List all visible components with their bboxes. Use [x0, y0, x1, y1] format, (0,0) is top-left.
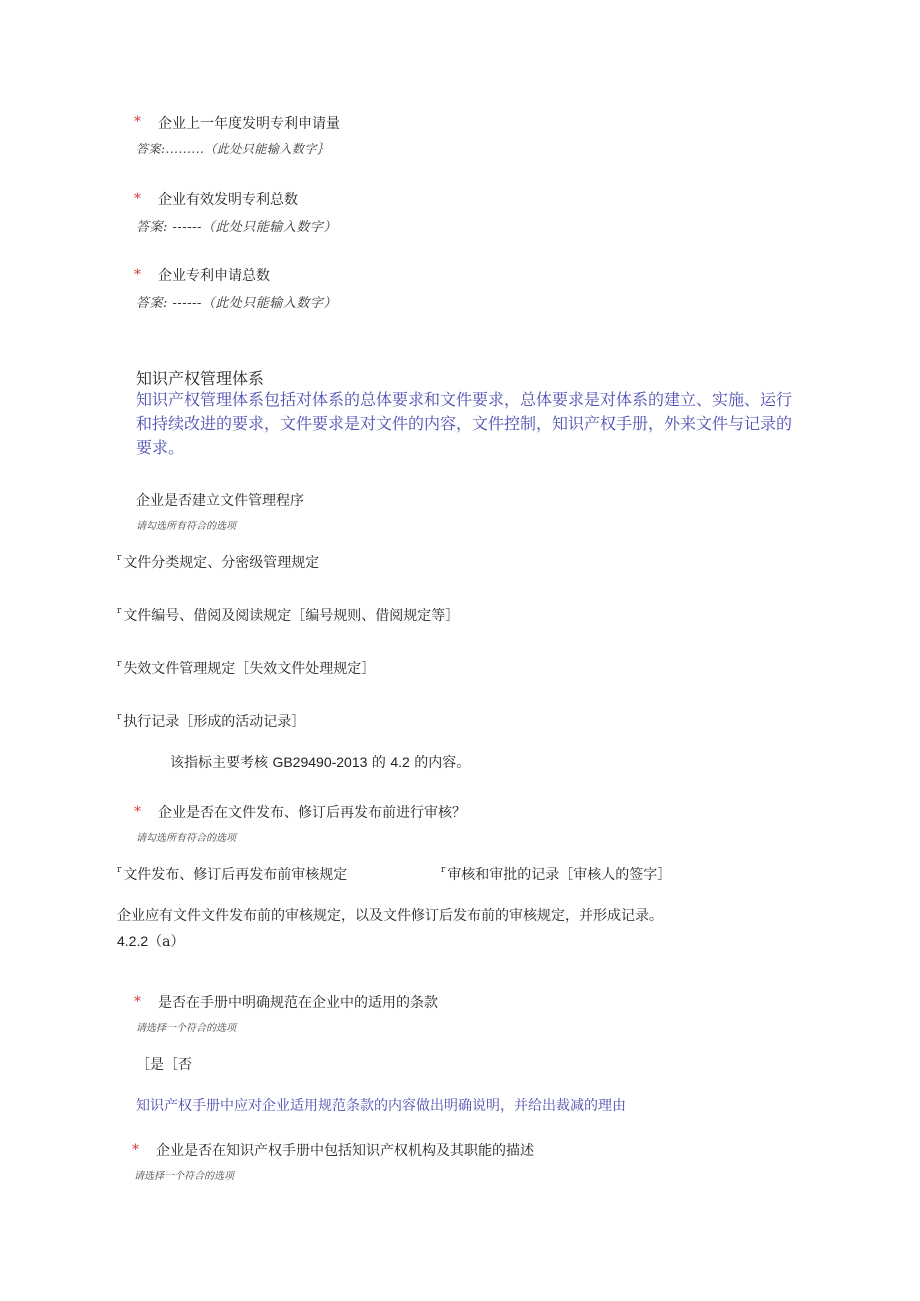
radio-icon[interactable]: ［ [136, 1057, 150, 1073]
required-star: * [134, 994, 141, 1010]
answer-field[interactable]: 答案: ------（此处只能输入数字） [136, 220, 337, 235]
radio-yes[interactable] [136, 1057, 164, 1073]
radio-icon[interactable]: ［ [164, 1057, 178, 1073]
option-label: 文件发布、修订后再发布前审核规定 [123, 867, 348, 883]
answer-field[interactable]: 答案:.........（此处只能输入数字｝ [136, 142, 330, 156]
question-label: 企业有效发明专利总数 [158, 192, 298, 208]
note-text: 企业应有文件文件发布前的审核规定，以及文件修订后发布前的审核规定，并形成记录。 [117, 908, 663, 924]
option-label: 否 [178, 1057, 192, 1073]
clause-number: 4.2 [390, 754, 410, 770]
hint-text: 请勾选所有符合的选项 [136, 521, 236, 532]
checkbox-icon[interactable]: r [117, 606, 122, 616]
required-star: * [132, 1142, 139, 1158]
checkbox-icon[interactable]: r [117, 553, 122, 563]
option-label: 执行记录［形成的活动记录］ [123, 714, 306, 730]
checkbox-option[interactable] [117, 552, 319, 572]
required-star: * [134, 191, 141, 207]
option-label: 失效文件管理规定［失效文件处理规定］ [123, 661, 376, 677]
radio-no[interactable] [164, 1057, 192, 1073]
question-label: 是否在手册中明确规范在企业中的适用的条款 [158, 995, 438, 1011]
option-label: 文件编号、借阅及阅读规定［编号规则、借阅规定等］ [123, 608, 460, 624]
checkbox-icon[interactable]: r [117, 659, 122, 669]
checkbox-option[interactable] [117, 864, 347, 884]
checkbox-icon[interactable]: r [117, 865, 122, 875]
question-label: 企业上一年度发明专利申请量 [158, 116, 340, 132]
checkbox-icon[interactable]: r [117, 712, 122, 722]
clause-reference [117, 931, 185, 951]
note-text: 的内容。 [409, 755, 471, 771]
checkbox-option[interactable] [117, 658, 375, 678]
hint-text: 请选择一个符合的选项 [136, 1023, 236, 1034]
answer-field[interactable]: 答案: ------（此处只能输入数字） [136, 296, 337, 311]
radio-group [136, 1054, 192, 1074]
checkbox-option[interactable] [117, 605, 459, 625]
clause-number: 4.2.2 [117, 933, 149, 949]
note-text: 的 [367, 755, 391, 771]
hint-text: 请选择一个符合的选项 [134, 1171, 234, 1182]
hint-text: 请勾选所有符合的选项 [136, 833, 236, 844]
required-star: * [134, 804, 141, 820]
option-label: 审核和审批的记录［审核人的签字］ [447, 867, 672, 883]
question-label: 企业是否在文件发布、修订后再发布前进行审核？ [158, 805, 466, 821]
question-label: 企业是否建立文件管理程序 [136, 493, 304, 509]
required-star: * [134, 114, 141, 130]
checkbox-option[interactable] [441, 864, 671, 884]
note-text: 该指标主要考核 [170, 755, 273, 771]
option-label: 是 [150, 1057, 164, 1073]
section-description: 知识产权管理体系包括对体系的总体要求和文件要求，总体要求是对体系的建立、实施、运行和持续改进的要求，文件要求是对文件的内容，文件控制，知识产权手册，外来文件与记录的要求。 [136, 390, 793, 457]
note-text: 知识产权手册中应对企业适用规范条款的内容做出明确说明，并给出裁减的理由 [136, 1098, 626, 1114]
standard-code: GB29490-2013 [272, 754, 368, 770]
checkbox-option[interactable] [117, 711, 305, 731]
clause-paren: （a） [148, 934, 185, 950]
question-label: 企业专利申请总数 [158, 268, 270, 284]
question-label: 企业是否在知识产权手册中包括知识产权机构及其职能的描述 [156, 1143, 534, 1159]
option-label: 文件分类规定、分密级管理规定 [123, 555, 320, 571]
checkbox-icon[interactable]: r [441, 865, 446, 875]
indicator-note [170, 752, 470, 772]
required-star: * [134, 267, 141, 283]
section-title: 知识产权管理体系 [136, 369, 265, 388]
